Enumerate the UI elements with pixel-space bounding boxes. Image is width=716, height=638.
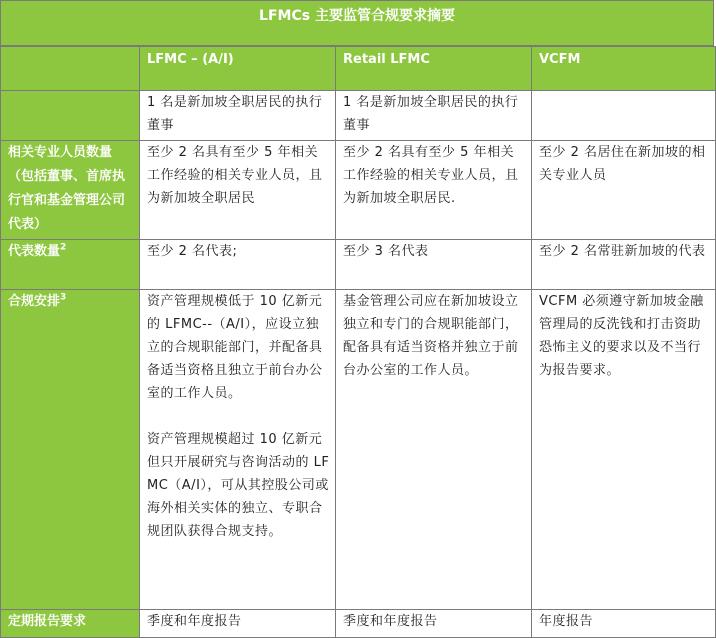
- row-label-text: 定期报告要求: [8, 614, 87, 629]
- table-cell: 季度和年度报告: [140, 610, 336, 638]
- table-row: [1, 141, 716, 240]
- table-title: LFMCs 主要监管合规要求摘要: [0, 0, 714, 46]
- table-cell: 1 名是新加坡全职居民的执行董事: [336, 91, 532, 141]
- table-cell: 年度报告: [532, 610, 716, 638]
- table-cell: 至少 2 名具有至少 5 年相关工作经验的相关专业人员，且为新加坡全职居民: [140, 141, 336, 240]
- row-label-text: 合规安排: [8, 294, 61, 309]
- header-cell-vcfm: VCFM: [532, 47, 716, 91]
- table-cell: 至少 3 名代表: [336, 240, 532, 290]
- row-label-text: 相关专业人员数量（包括董事、首席执行官和基金管理公司代表）: [8, 145, 126, 232]
- table-row: [1, 290, 716, 610]
- table-cell: 基金管理公司应在新加坡设立独立和专门的合规职能部门，配备具有适当资格并独立于前台办公室的工作人员。: [336, 290, 532, 610]
- cell-paragraph: 资产管理规模低于 10 亿新元的 LFMC--（A/I），应设立独立的合规职能部门，并配备具备适当资格且独立于前台办公室的工作人员。: [147, 294, 323, 401]
- table-cell: 至少 2 名具有至少 5 年相关工作经验的相关专业人员，且为新加坡全职居民.: [336, 141, 532, 240]
- table-cell: [140, 290, 336, 610]
- table-row: [1, 240, 716, 290]
- row-label: [1, 290, 140, 610]
- footnote-marker: 2: [60, 242, 67, 253]
- table-cell: 季度和年度报告: [336, 610, 532, 638]
- footnote-marker: 3: [60, 292, 67, 303]
- header-cell-retail-lfmc: Retail LFMC: [336, 47, 532, 91]
- row-label: [1, 91, 140, 141]
- header-cell-lfmc-ai: LFMC – (A/I): [140, 47, 336, 91]
- cell-paragraph: 资产管理规模超过 10 亿新元但只开展研究与咨询活动的 LFMC（A/I），可从其控股公司或海外相关实体的独立、专职合规团队获得合规支持。: [147, 432, 330, 539]
- table-row: [1, 91, 716, 141]
- table-cell: 至少 2 名常驻新加坡的代表: [532, 240, 716, 290]
- requirements-table: [0, 46, 716, 638]
- header-row: [1, 47, 716, 91]
- table-cell: VCFM 必须遵守新加坡金融管理局的反洗钱和打击资助恐怖主义的要求以及不当行为报告要求。: [532, 290, 716, 610]
- table-cell: 至少 2 名居住在新加坡的相关专业人员: [532, 141, 716, 240]
- header-cell-blank: [1, 47, 140, 91]
- table-row: [1, 610, 716, 638]
- table-cell: 1 名是新加坡全职居民的执行董事: [140, 91, 336, 141]
- row-label: [1, 610, 140, 638]
- table-cell: [532, 91, 716, 141]
- row-label-text: 代表数量: [8, 244, 61, 259]
- row-label: [1, 141, 140, 240]
- row-label: [1, 240, 140, 290]
- table-cell: 至少 2 名代表;: [140, 240, 336, 290]
- paragraph-spacer: [147, 405, 330, 428]
